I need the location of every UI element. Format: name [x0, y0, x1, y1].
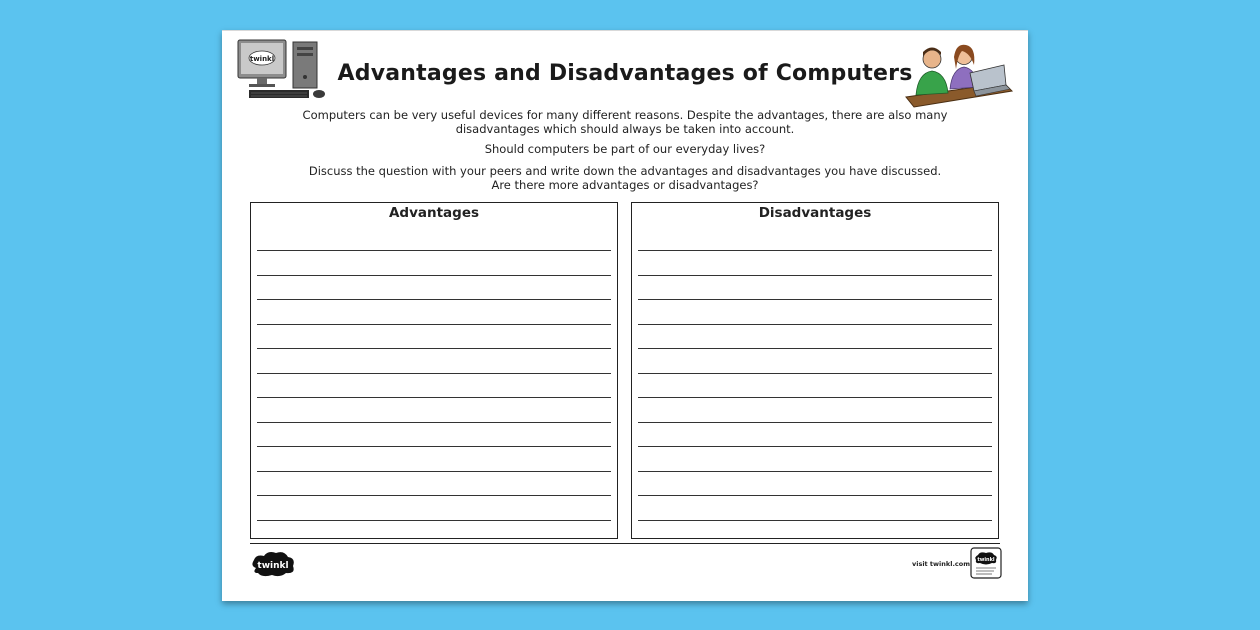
- advantages-box: [250, 202, 618, 539]
- instruction-line-1: Discuss the question with your peers and write down the advantages and disadvantages you have discussed.: [308, 164, 942, 178]
- writing-line[interactable]: [257, 324, 611, 325]
- writing-line[interactable]: [257, 471, 611, 472]
- writing-line[interactable]: [638, 446, 992, 447]
- writing-line[interactable]: [638, 495, 992, 496]
- writing-line[interactable]: [638, 520, 992, 521]
- writing-line[interactable]: [257, 373, 611, 374]
- writing-line[interactable]: [257, 275, 611, 276]
- writing-line[interactable]: [257, 299, 611, 300]
- footer-divider: [250, 543, 1000, 544]
- writing-line[interactable]: [638, 422, 992, 423]
- question-text: Should computers be part of our everyday lives?: [484, 142, 766, 156]
- writing-line[interactable]: [257, 520, 611, 521]
- disadvantages-heading: Disadvantages: [758, 205, 872, 221]
- writing-line[interactable]: [638, 250, 992, 251]
- advantages-heading: Advantages: [388, 205, 480, 221]
- instruction-text: [282, 164, 968, 192]
- intro-paragraph: Computers can be very useful devices for many different reasons. Despite the advantages, there are also many disadvantages which should always be taken into account.: [302, 108, 948, 136]
- writing-line[interactable]: [257, 446, 611, 447]
- writing-line[interactable]: [638, 299, 992, 300]
- visit-link[interactable]: visit twinkl.com: [912, 560, 971, 568]
- writing-line[interactable]: [638, 397, 992, 398]
- writing-line[interactable]: [257, 422, 611, 423]
- students-at-laptop-illustration: [904, 43, 1014, 115]
- computer-logo-text: twinkl: [249, 55, 275, 63]
- page-title: Advantages and Disadvantages of Computers: [337, 61, 913, 86]
- twinkl-logo-text: twinkl: [257, 561, 289, 571]
- writing-line[interactable]: [638, 275, 992, 276]
- writing-line[interactable]: [257, 348, 611, 349]
- disadvantages-box: [631, 202, 999, 539]
- badge-logo-text: twinkl: [977, 557, 995, 563]
- writing-line[interactable]: [257, 397, 611, 398]
- writing-line[interactable]: [257, 495, 611, 496]
- instruction-line-2: Are there more advantages or disadvantages?: [491, 178, 759, 192]
- twinkl-logo: [250, 550, 296, 578]
- quality-badge-icon: [970, 547, 1002, 579]
- writing-line[interactable]: [638, 471, 992, 472]
- worksheet-page: [222, 30, 1028, 601]
- writing-line[interactable]: [638, 373, 992, 374]
- writing-line[interactable]: [638, 324, 992, 325]
- writing-line[interactable]: [257, 250, 611, 251]
- writing-line[interactable]: [638, 348, 992, 349]
